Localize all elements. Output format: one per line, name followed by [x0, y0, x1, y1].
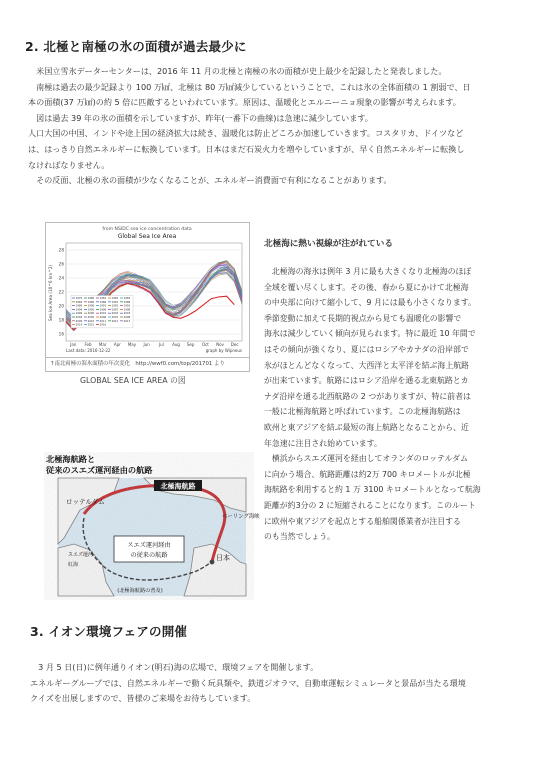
side-article-line: 横浜からスエズ運河を経由してオランダのロッテルダム [264, 454, 468, 464]
chart-legend-entry: 2001 [99, 312, 107, 316]
section-title: 2. 北極と南極の氷の面積が過去最少に [25, 39, 247, 54]
side-article-line: に向かう場合、航路距離は約2万 700 キロメートルが北極 [264, 469, 471, 479]
sea-ice-chart [45, 222, 250, 358]
section3-line: 3 月 5 日(日)に例年通りイオン(明石)海の広場で、環境フェアを開催します。 [30, 662, 319, 672]
chart-source-note: ↑南北両極の海氷面積の年次変化 http://wwf0.com/top/201701 より [50, 361, 225, 367]
chart-x-tick: Jun [143, 342, 150, 347]
side-article-line: 氷がほとんどなくなって、大西洋と太平洋を結ぶ海上航路 [264, 360, 470, 370]
map-title-line2: 従来のスエズ運河経由の航路 [46, 465, 153, 475]
chart-legend-entry: 2008 [123, 316, 131, 319]
chart-legend-entry: 2013 [123, 319, 131, 323]
chart-y-tick: 24 [58, 275, 64, 281]
intro-line: 図は過去 39 年の氷の面積を示していますが、昨年(一番下の曲線)は急速に減少しています。 [28, 112, 373, 123]
chart-legend-entry: 1982 [111, 297, 119, 300]
chart-legend-entry: 1996 [99, 308, 107, 312]
side-article-line: が出来ています。航路にはロシア沿岸を通る北東航路とカ [264, 376, 469, 386]
sea-ice-chart-svg [46, 223, 249, 357]
chart-x-tick: Aug [172, 342, 180, 347]
side-article-line: 距離が約3分の 2 に短縮されることになります。このルート [264, 500, 476, 510]
chart-legend-entry: 2010 [87, 319, 95, 323]
route-map-svg [44, 452, 260, 600]
chart-legend-entry: 2012 [111, 319, 119, 323]
chart-y-tick: 18 [58, 317, 64, 323]
chart-legend-entry: 1987 [111, 300, 119, 304]
place-label-red-sea: 紅海 [68, 562, 79, 568]
chart-legend-entry: 2003 [123, 312, 131, 316]
chart-legend-entry: 2000 [87, 312, 95, 316]
chart-legend-entry: 1993 [123, 304, 131, 308]
route-map [44, 452, 260, 600]
place-label-bering: ベーリング海峡 [222, 514, 260, 520]
chart-legend-entry: 2007 [111, 316, 119, 319]
side-article-line: ナダ沿岸を通る北西航路の 2 つがありますが、特に前者は [264, 391, 471, 401]
chart-legend-entry: 2004 [75, 316, 83, 319]
place-label-rotterdam: ロッテルダム [66, 498, 105, 506]
chart-legend-entry: 1999 [75, 312, 83, 316]
chart-x-tick: Feb [84, 342, 92, 347]
side-article-heading: 北極海に熱い視線が注がれている [264, 239, 393, 249]
side-article-line: 全域を覆い尽くします。その後、春から夏にかけて北極海 [264, 282, 469, 292]
chart-y-tick: 26 [58, 261, 64, 267]
chart-last-data: Last data: 2016-12-22 [66, 348, 111, 353]
intro-line: 人口大国の中国、インドや途上国の経済拡大は続き、温暖化は防止どころか加速していきます。コスタリカ、ドイツなど [28, 128, 464, 139]
chart-legend-entry: 2011 [99, 319, 107, 323]
chart-legend-entry: 2014 [75, 323, 83, 327]
chart-y-tick: 28 [58, 247, 64, 253]
side-article-line: に欧州や東アジアを起点とする船舶関係業者が注目する [264, 516, 461, 526]
chart-legend-entry: 1979 [75, 297, 83, 300]
chart-y-tick: 20 [58, 303, 64, 309]
intro-line: 南極は過去の最少記録より 100 万㎢、北極は 80 万㎢減少しているということで、これは氷の全体面積の 1 割弱で、日 [28, 81, 471, 92]
chart-source-line: from NSIDC sea ice concentration data [102, 227, 192, 232]
chart-legend-entry: 1989 [75, 304, 83, 308]
section3-line: クイズを出展しますので、皆様のご来場をお待ちしています。 [30, 693, 256, 704]
side-article-line: はその傾向が強くなり、夏にはロシアやカナダの沿岸部で [264, 344, 469, 354]
chart-source-note-box [45, 357, 250, 372]
chart-legend-entry: 2009 [75, 319, 83, 323]
side-article-line: の中央部に向けて縮小して、9 月には最も小さくなります。 [264, 298, 476, 308]
chart-legend-entry: 1984 [75, 300, 83, 304]
intro-line: 本の面積(37 万㎢)の約 5 倍に匹敵するといわれています。原因は、温暖化とエルニーニョ現象の影響が考えられます。 [28, 97, 461, 108]
chart-legend-entry: 2005 [87, 316, 95, 319]
place-label-suez: スエズ運河 [68, 552, 94, 558]
chart-legend-entry: 1983 [123, 297, 131, 300]
chart-legend-entry: 2006 [99, 316, 107, 319]
side-article-line: のも当然でしょう。 [264, 532, 336, 542]
chart-legend-entry: 1988 [123, 300, 131, 304]
chart-legend-entry: 1992 [111, 304, 119, 308]
chart-legend-entry: 1991 [99, 304, 107, 308]
side-article-line: 年急速に注目され始めています。 [264, 438, 382, 448]
chart-legend-entry: 1981 [99, 297, 107, 300]
chart-y-tick: 22 [58, 289, 64, 295]
section-title-3: 3. イオン環境フェアの開催 [30, 624, 188, 639]
side-article-line: 季節変動に加えて長期的視点から見ても温暖化の影響で [264, 313, 462, 323]
chart-legend-entry: 2016 [99, 323, 107, 327]
route-label: 北極海航路 [160, 482, 196, 491]
side-article-line: 一般に北極海航路と呼ばれています。この北極海航路は [264, 407, 461, 417]
intro-line: は、はっきり自然エネルギーに転換しています。日本はまだ石炭火力を増やしていますが、早く自然エネルギーに転換し [28, 143, 465, 154]
intro-line: その反面、北極の氷の面積が少なくなることが、エネルギー消費面で有利になることがあります。 [28, 175, 392, 186]
chart-x-tick: Sep [186, 342, 195, 347]
section3-body [30, 660, 520, 707]
chart-legend-entry: 2002 [111, 312, 119, 316]
chart-legend-entry: 1985 [87, 300, 95, 304]
chart-x-tick: Dec [230, 342, 239, 347]
chart-y-tick: 16 [58, 331, 64, 337]
inset-legend-line1: スエズ運河経由 [127, 542, 171, 549]
chart-legend-entry: 1995 [87, 308, 95, 312]
chart-legend-entry: 2015 [87, 323, 95, 327]
chart-x-tick: Jan [70, 342, 77, 347]
chart-x-tick: May [127, 342, 137, 347]
side-article-body [264, 264, 524, 545]
chart-legend-entry: 1980 [87, 297, 95, 300]
chart-legend-entry: 1990 [87, 304, 95, 308]
chart-x-tick: Apr [113, 342, 121, 347]
chart-x-tick: Oct [201, 342, 209, 347]
side-article-line: 海航路を利用すると約 1 万 3100 キロメートルとなって航海 [264, 485, 481, 495]
intro-line: 米国立雪氷データーセンターは、2016 年 11 月の北極と南極の氷の面積が史上最少を記録したと発表しました。 [28, 66, 447, 76]
intro-line: なければなりません。 [28, 159, 110, 170]
side-article-line: 欧州と東アジアを結ぶ最短の海上航路となることから、近 [264, 422, 469, 432]
chart-legend-entry: 1998 [123, 308, 131, 312]
inset-legend-line2: の従来の航路 [130, 552, 168, 559]
chart-legend-entry: 1994 [75, 308, 83, 312]
chart-y-label: Sea Ice Area (10^6 km^2) [48, 264, 53, 322]
section3-line: エネルギーグループでは、自然エネルギーで動く玩具類や、鉄道ジオラマ、自動車運転シミュレータと景品が当たる環境 [30, 677, 466, 688]
chart-x-tick: Nov [216, 342, 224, 347]
chart-x-tick: Jul [158, 342, 164, 347]
chart-credit: graph by Wipneus [205, 348, 242, 353]
place-label-japan: 日本 [216, 554, 230, 562]
chart-legend-entry: 1986 [99, 300, 107, 304]
chart-title: Global Sea Ice Area [117, 233, 177, 240]
map-source: (北極海航路の普及) [117, 588, 163, 594]
intro-paragraph [28, 64, 506, 189]
side-article-line: 海氷は減少していく傾向が見られます。特に最近 10 年間で [264, 329, 476, 339]
side-article-line: 北極海の海氷は例年 3 月に最も大きくなり北極海のほぼ [264, 267, 472, 276]
figure-caption: GLOBAL SEA ICE AREA の図 [80, 376, 186, 385]
chart-legend-entry: 1997 [111, 308, 119, 312]
map-title-line1: 北極海航路と [46, 454, 96, 464]
chart-x-tick: Mar [98, 342, 107, 347]
